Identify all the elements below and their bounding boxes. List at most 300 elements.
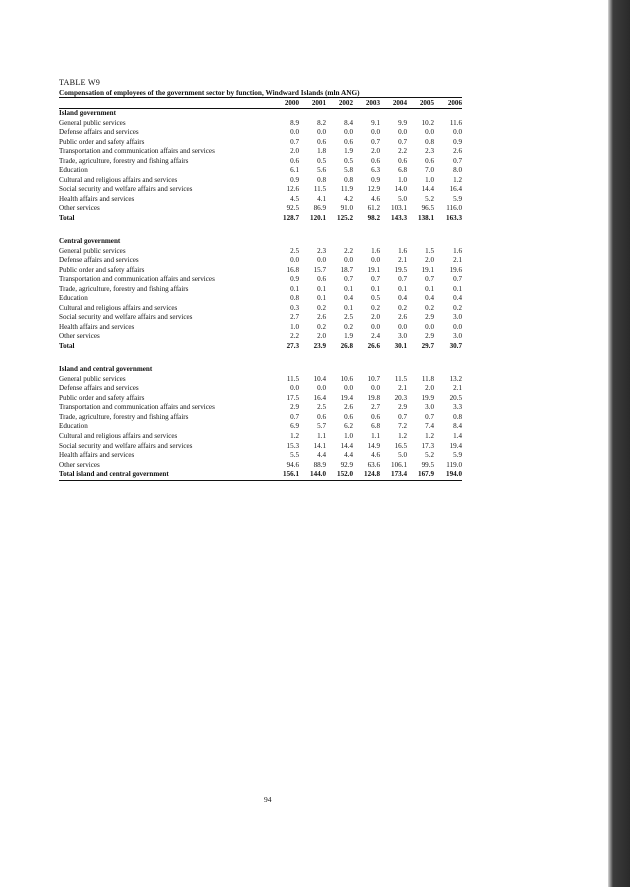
table-row: [59, 266, 462, 276]
row-label: Public order and safety affairs: [59, 393, 145, 402]
value-cell: 0.8: [425, 137, 434, 146]
value-cell: 0.1: [398, 284, 407, 293]
total-row: [59, 214, 462, 224]
value-cell: 2.5: [290, 246, 299, 255]
value-cell: 92.5: [286, 204, 299, 213]
value-cell: 1.2: [398, 432, 407, 440]
table-row: [59, 138, 462, 148]
table-body: [59, 109, 462, 481]
table-row: [59, 195, 462, 205]
row-label: Other services: [59, 332, 100, 341]
row-label: Other services: [59, 460, 100, 469]
value-cell: 2.1: [453, 384, 462, 393]
value-cell: 14.0: [394, 185, 407, 194]
value-cell: 4.2: [344, 194, 353, 203]
value-cell: 1.1: [317, 432, 326, 440]
value-cell: 0.1: [344, 284, 353, 293]
value-cell: 19.5: [394, 265, 407, 274]
row-label: Cultural and religious affairs and services: [59, 303, 178, 312]
value-cell: 119.0: [446, 460, 462, 469]
table-row: [59, 185, 462, 195]
table-row: [59, 413, 462, 423]
value-cell: 63.6: [367, 460, 380, 469]
table-row: [59, 204, 462, 214]
row-label: Social security and welfare affairs and services: [59, 185, 193, 194]
value-cell: 5.9: [453, 451, 462, 460]
table-row: [59, 304, 462, 314]
value-cell: 144.0: [299, 470, 326, 480]
value-cell: 0.9: [290, 175, 299, 184]
value-cell: 2.5: [317, 403, 326, 412]
value-cell: 2.2: [344, 246, 353, 255]
value-cell: 0.0: [398, 128, 407, 137]
value-cell: [380, 109, 407, 119]
table-title: Compensation of employees of the government sector by function, Windward Islands (mln ANG): [59, 88, 360, 97]
value-cell: 17.5: [286, 393, 299, 402]
row-label: [59, 223, 272, 237]
value-cell: 0.6: [371, 156, 380, 165]
value-cell: 0.5: [344, 156, 353, 165]
value-cell: 0.2: [371, 303, 380, 312]
value-cell: 138.1: [418, 213, 434, 222]
value-cell: 106.1: [391, 460, 407, 469]
value-cell: 2.0: [290, 147, 299, 156]
value-cell: 0.0: [317, 256, 326, 265]
value-cell: 2.9: [290, 403, 299, 412]
value-cell: 0.6: [317, 137, 326, 146]
value-cell: 18.7: [340, 265, 353, 274]
table-row: [59, 285, 462, 295]
value-cell: 1.5: [425, 246, 434, 255]
value-cell: 0.2: [344, 322, 353, 331]
table-row: [59, 247, 462, 257]
value-cell: 10.2: [421, 118, 434, 127]
year-header: 2006: [434, 98, 462, 109]
value-cell: 167.9: [407, 470, 434, 480]
value-cell: 2.2: [398, 147, 407, 156]
row-label: Trade, agriculture, forestry and fishing affairs: [59, 412, 189, 421]
value-cell: 0.0: [453, 322, 462, 331]
value-cell: 19.1: [421, 265, 434, 274]
value-cell: 0.8: [290, 294, 299, 303]
value-cell: [353, 109, 380, 119]
value-cell: 1.1: [371, 432, 380, 440]
value-cell: 1.2: [290, 432, 299, 440]
value-cell: 152.0: [326, 470, 353, 480]
value-cell: 12.9: [367, 185, 380, 194]
value-cell: 143.3: [391, 213, 407, 222]
value-cell: 1.0: [344, 432, 353, 440]
row-label: Health affairs and services: [59, 194, 135, 203]
value-cell: 0.4: [344, 294, 353, 303]
row-label: Health affairs and services: [59, 322, 135, 331]
value-cell: 173.4: [380, 470, 407, 480]
value-cell: 0.7: [371, 137, 380, 146]
value-cell: 0.1: [290, 284, 299, 293]
value-cell: 96.5: [421, 204, 434, 213]
value-cell: 6.2: [344, 422, 353, 431]
value-cell: 0.0: [425, 128, 434, 137]
value-cell: [434, 223, 462, 237]
value-cell: 0.1: [453, 284, 462, 293]
value-cell: 5.0: [398, 194, 407, 203]
value-cell: 99.5: [421, 460, 434, 469]
year-header: 2003: [353, 98, 380, 109]
value-cell: 30.7: [449, 341, 462, 350]
value-cell: 10.7: [367, 374, 380, 383]
row-label: Transportation and communication affairs and services: [59, 403, 215, 412]
value-cell: 2.7: [290, 313, 299, 322]
value-cell: 7.2: [398, 422, 407, 431]
value-cell: 0.6: [344, 412, 353, 421]
value-cell: [326, 365, 353, 375]
value-cell: [380, 365, 407, 375]
value-cell: 128.7: [283, 213, 299, 222]
value-cell: 14.4: [421, 185, 434, 194]
value-cell: 0.6: [371, 412, 380, 421]
value-cell: 19.9: [421, 393, 434, 402]
value-cell: 3.3: [453, 403, 462, 412]
table-row: [59, 432, 462, 442]
table-row: [59, 451, 462, 461]
value-cell: 23.9: [313, 341, 326, 350]
value-cell: 0.2: [317, 322, 326, 331]
value-cell: 16.4: [449, 185, 462, 194]
value-cell: 1.6: [453, 246, 462, 255]
value-cell: 2.1: [398, 256, 407, 265]
value-cell: 0.0: [425, 322, 434, 331]
value-cell: 4.5: [290, 194, 299, 203]
value-cell: 2.0: [425, 384, 434, 393]
value-cell: 0.7: [398, 137, 407, 146]
row-label: Trade, agriculture, forestry and fishing affairs: [59, 156, 189, 165]
table-row: [59, 275, 462, 285]
value-cell: 0.6: [290, 156, 299, 165]
value-cell: [299, 237, 326, 247]
row-label: Defense affairs and services: [59, 128, 139, 137]
value-cell: 10.4: [313, 374, 326, 383]
value-cell: 0.0: [290, 384, 299, 393]
row-label: [59, 351, 272, 365]
value-cell: 27.3: [286, 341, 299, 350]
row-label: Education: [59, 294, 88, 303]
value-cell: [407, 237, 434, 247]
value-cell: 91.0: [340, 204, 353, 213]
value-cell: 124.8: [353, 470, 380, 480]
value-cell: 88.9: [313, 460, 326, 469]
value-cell: 2.0: [425, 256, 434, 265]
value-cell: 0.0: [344, 256, 353, 265]
value-cell: 17.3: [421, 441, 434, 450]
value-cell: 4.1: [317, 194, 326, 203]
value-cell: 2.9: [425, 313, 434, 322]
value-cell: 26.8: [340, 341, 353, 350]
value-cell: 3.0: [453, 332, 462, 341]
value-cell: 13.2: [449, 374, 462, 383]
value-cell: 0.7: [425, 275, 434, 284]
row-label: Defense affairs and services: [59, 256, 139, 265]
value-cell: 156.1: [272, 470, 299, 480]
value-cell: 9.1: [371, 118, 380, 127]
year-header: 2004: [380, 98, 407, 109]
value-cell: 1.2: [453, 175, 462, 184]
value-cell: 0.1: [317, 284, 326, 293]
header-label-cell: [59, 98, 272, 109]
value-cell: 98.2: [367, 213, 380, 222]
value-cell: 2.1: [453, 256, 462, 265]
row-label: Public order and safety affairs: [59, 265, 145, 274]
value-cell: 15.3: [286, 441, 299, 450]
section-heading-row: [59, 237, 462, 247]
value-cell: 3.0: [453, 313, 462, 322]
value-cell: 11.5: [394, 374, 407, 383]
compensation-table: [59, 97, 462, 481]
value-cell: [272, 365, 299, 375]
value-cell: 0.9: [453, 137, 462, 146]
section-heading: Island government: [59, 109, 116, 118]
table-row: [59, 394, 462, 404]
value-cell: 0.0: [344, 128, 353, 137]
value-cell: [299, 365, 326, 375]
value-cell: 194.0: [434, 470, 462, 480]
value-cell: 2.2: [290, 332, 299, 341]
row-label: General public services: [59, 118, 126, 127]
value-cell: [434, 109, 462, 119]
row-label: Total: [59, 341, 75, 350]
value-cell: 0.7: [371, 275, 380, 284]
value-cell: 4.4: [317, 451, 326, 460]
value-cell: [272, 223, 299, 237]
value-cell: 12.6: [286, 185, 299, 194]
table-row: [59, 422, 462, 432]
value-cell: 26.6: [367, 341, 380, 350]
row-label: Education: [59, 422, 88, 431]
value-cell: 5.8: [344, 166, 353, 175]
value-cell: 1.0: [425, 175, 434, 184]
year-header-row: [59, 98, 462, 109]
row-label: Other services: [59, 204, 100, 213]
value-cell: 4.6: [371, 451, 380, 460]
value-cell: 5.7: [317, 422, 326, 431]
row-label: Total: [59, 213, 75, 222]
year-header: 2002: [326, 98, 353, 109]
value-cell: 10.6: [340, 374, 353, 383]
value-cell: 2.9: [425, 332, 434, 341]
value-cell: 2.1: [398, 384, 407, 393]
value-cell: 2.5: [344, 313, 353, 322]
value-cell: 0.5: [317, 156, 326, 165]
value-cell: 2.7: [371, 403, 380, 412]
value-cell: 61.2: [367, 204, 380, 213]
value-cell: 0.0: [398, 322, 407, 331]
value-cell: [380, 237, 407, 247]
value-cell: 0.6: [425, 156, 434, 165]
table-row: [59, 157, 462, 167]
value-cell: 0.0: [371, 256, 380, 265]
table-row: [59, 166, 462, 176]
value-cell: 0.2: [317, 303, 326, 312]
table-row: [59, 442, 462, 452]
value-cell: 2.6: [344, 403, 353, 412]
value-cell: 7.0: [425, 166, 434, 175]
value-cell: 0.7: [290, 412, 299, 421]
value-cell: 2.3: [425, 147, 434, 156]
row-label: Social security and welfare affairs and services: [59, 441, 193, 450]
value-cell: [380, 223, 407, 237]
value-cell: 1.0: [398, 175, 407, 184]
value-cell: 0.0: [371, 322, 380, 331]
value-cell: 2.3: [317, 246, 326, 255]
value-cell: 20.5: [449, 393, 462, 402]
table-row: [59, 313, 462, 323]
value-cell: 0.6: [398, 156, 407, 165]
value-cell: 1.9: [344, 332, 353, 341]
value-cell: 0.0: [344, 384, 353, 393]
value-cell: 0.1: [344, 303, 353, 312]
row-label: Public order and safety affairs: [59, 137, 145, 146]
page-edge-shadow: [608, 0, 630, 887]
value-cell: 30.1: [394, 341, 407, 350]
table-row: [59, 147, 462, 157]
value-cell: 1.0: [290, 322, 299, 331]
value-cell: [299, 351, 326, 365]
value-cell: 0.8: [317, 175, 326, 184]
table-row: [59, 375, 462, 385]
value-cell: [326, 237, 353, 247]
section-heading: Central government: [59, 237, 121, 246]
value-cell: 0.0: [317, 128, 326, 137]
value-cell: 16.4: [313, 393, 326, 402]
year-header: 2001: [299, 98, 326, 109]
value-cell: 14.4: [340, 441, 353, 450]
row-label: Transportation and communication affairs and services: [59, 147, 215, 156]
value-cell: 0.1: [317, 294, 326, 303]
value-cell: 0.7: [290, 137, 299, 146]
section-heading-row: [59, 109, 462, 119]
value-cell: 0.1: [371, 284, 380, 293]
row-label: Education: [59, 166, 88, 175]
row-label: Social security and welfare affairs and services: [59, 313, 193, 322]
value-cell: 5.9: [453, 194, 462, 203]
value-cell: [407, 351, 434, 365]
row-label: Total island and central government: [59, 470, 272, 480]
value-cell: 11.6: [449, 118, 462, 127]
total-row: [59, 342, 462, 352]
value-cell: 14.1: [313, 441, 326, 450]
value-cell: 8.9: [290, 118, 299, 127]
value-cell: [272, 237, 299, 247]
value-cell: [353, 237, 380, 247]
value-cell: 2.0: [371, 147, 380, 156]
value-cell: 4.4: [344, 451, 353, 460]
row-label: Defense affairs and services: [59, 384, 139, 393]
value-cell: 1.2: [425, 432, 434, 440]
value-cell: 0.6: [344, 137, 353, 146]
value-cell: 86.9: [313, 204, 326, 213]
table-w9: [59, 78, 462, 481]
value-cell: 19.1: [367, 265, 380, 274]
value-cell: 163.3: [446, 213, 462, 222]
value-cell: 16.8: [286, 265, 299, 274]
table-row: [59, 403, 462, 413]
value-cell: [353, 365, 380, 375]
value-cell: 116.0: [446, 204, 462, 213]
value-cell: 15.7: [313, 265, 326, 274]
value-cell: 125.2: [337, 213, 353, 222]
row-label: Trade, agriculture, forestry and fishing affairs: [59, 284, 189, 293]
value-cell: 0.8: [344, 175, 353, 184]
value-cell: 19.4: [340, 393, 353, 402]
value-cell: 5.5: [290, 451, 299, 460]
value-cell: 0.0: [290, 128, 299, 137]
value-cell: 120.1: [310, 213, 326, 222]
value-cell: 2.0: [317, 332, 326, 341]
section-heading-row: [59, 365, 462, 375]
value-cell: 0.5: [371, 294, 380, 303]
value-cell: 0.3: [290, 303, 299, 312]
value-cell: 0.4: [398, 294, 407, 303]
value-cell: 9.9: [398, 118, 407, 127]
value-cell: [434, 237, 462, 247]
value-cell: 0.8: [453, 412, 462, 421]
value-cell: [407, 109, 434, 119]
value-cell: [299, 223, 326, 237]
value-cell: 8.4: [453, 422, 462, 431]
value-cell: 11.5: [313, 185, 326, 194]
value-cell: 11.9: [340, 185, 353, 194]
value-cell: 5.0: [398, 451, 407, 460]
row-label: Cultural and religious affairs and services: [59, 175, 178, 184]
table-row: [59, 332, 462, 342]
value-cell: 1.4: [453, 432, 462, 440]
table-row: [59, 461, 462, 471]
row-label: General public services: [59, 246, 126, 255]
section-spacer: [59, 223, 462, 237]
value-cell: 19.4: [449, 441, 462, 450]
value-cell: 6.8: [371, 422, 380, 431]
value-cell: 6.8: [398, 166, 407, 175]
value-cell: 0.1: [425, 284, 434, 293]
row-label: Health affairs and services: [59, 451, 135, 460]
value-cell: 14.9: [367, 441, 380, 450]
value-cell: 0.0: [317, 384, 326, 393]
year-header: 2000: [272, 98, 299, 109]
value-cell: 2.4: [371, 332, 380, 341]
value-cell: 6.9: [290, 422, 299, 431]
value-cell: 0.9: [290, 275, 299, 284]
value-cell: 0.4: [453, 294, 462, 303]
value-cell: 0.7: [344, 275, 353, 284]
value-cell: 0.7: [453, 275, 462, 284]
row-label: General public services: [59, 374, 126, 383]
value-cell: 6.1: [290, 166, 299, 175]
value-cell: 1.8: [317, 147, 326, 156]
value-cell: [272, 351, 299, 365]
page-number: 94: [264, 795, 272, 804]
value-cell: 0.9: [371, 175, 380, 184]
value-cell: 4.6: [371, 194, 380, 203]
value-cell: [272, 109, 299, 119]
value-cell: 7.4: [425, 422, 434, 431]
value-cell: 0.7: [398, 412, 407, 421]
value-cell: 0.0: [453, 128, 462, 137]
value-cell: 11.5: [286, 374, 299, 383]
table-label: TABLE W9: [59, 78, 101, 87]
value-cell: 5.2: [425, 451, 434, 460]
value-cell: 1.9: [344, 147, 353, 156]
value-cell: 1.6: [398, 246, 407, 255]
value-cell: [299, 109, 326, 119]
